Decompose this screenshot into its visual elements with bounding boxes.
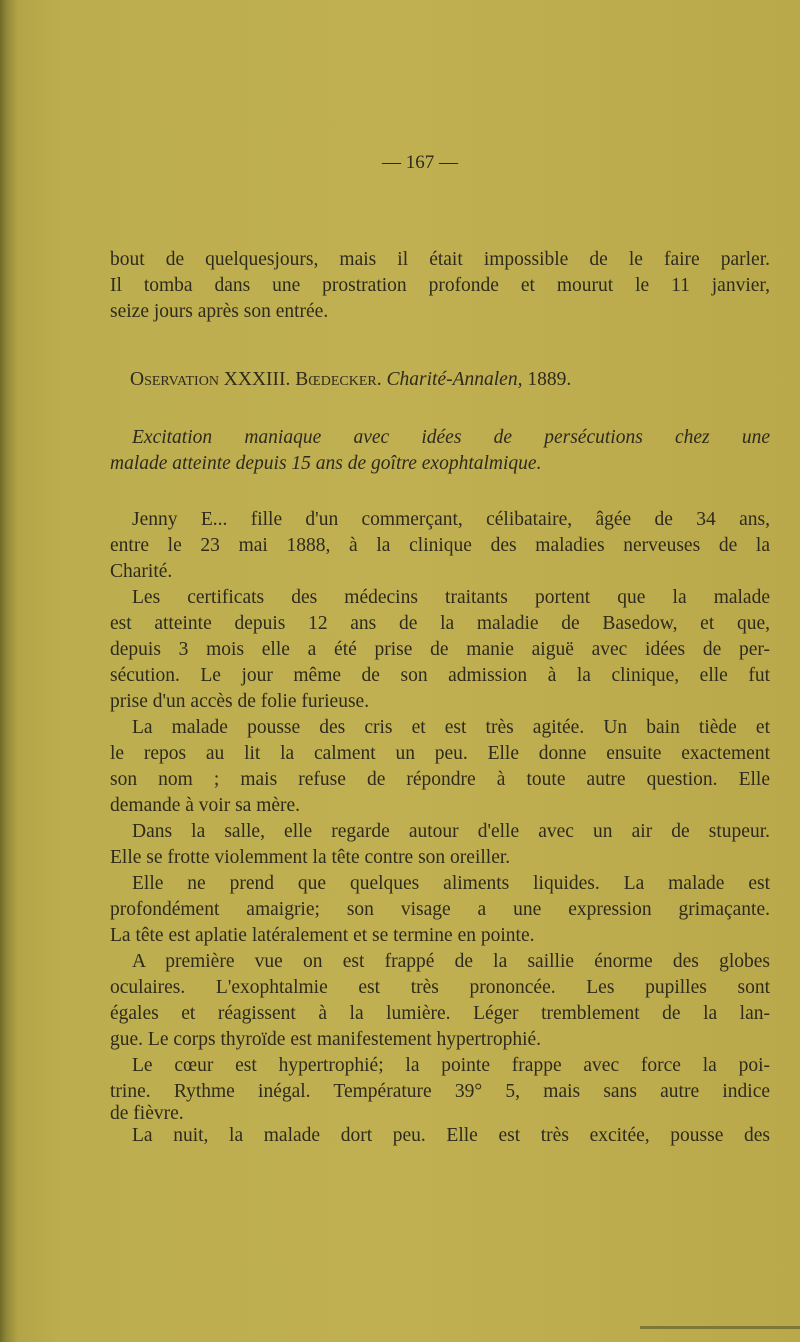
- body-text: [110, 507, 770, 1149]
- text-line: son nom ; mais refuse de répondre à toute autre question. Elle: [110, 769, 770, 790]
- text-line: Jenny E... fille d'un commerçant, célibataire, âgée de 34 ans,: [132, 509, 770, 530]
- observation-label: Oservation XXXIII.: [130, 369, 291, 390]
- text-line: Elle se frotte violemment la tête contre son oreiller.: [110, 847, 511, 868]
- observation-journal: Charité-Annalen,: [386, 369, 523, 390]
- text-line: profondément amaigrie; son visage a une expression grimaçante.: [110, 899, 770, 920]
- text-line: La tête est aplatie latéralement et se termine en pointe.: [110, 925, 535, 946]
- text-line: oculaires. L'exophtalmie est très prononcée. Les pupilles sont: [110, 977, 770, 998]
- text-line: Le cœur est hypertrophié; la pointe frappe avec force la poi-: [132, 1055, 770, 1076]
- text-line: de fièvre.: [110, 1103, 184, 1124]
- text-line: sécution. Le jour même de son admission à la clinique, elle fut: [110, 665, 770, 686]
- text-line: prise d'un accès de folie furieuse.: [110, 691, 370, 712]
- text-line: A première vue on est frappé de la saillie énorme des globes: [132, 951, 770, 972]
- text-line: Elle ne prend que quelques aliments liquides. La malade est: [132, 873, 770, 894]
- text-line: La nuit, la malade dort peu. Elle est très excitée, pousse des: [132, 1125, 770, 1146]
- intro-paragraph: [110, 247, 770, 325]
- text-line: La malade pousse des cris et est très agitée. Un bain tiède et: [132, 717, 770, 738]
- text-line: Il tomba dans une prostration profonde et mourut le 11 janvier,: [110, 275, 770, 296]
- text-line: Charité.: [110, 561, 173, 582]
- text-line: depuis 3 mois elle a été prise de manie aiguë avec idées de per-: [110, 639, 770, 660]
- text-line: demande à voir sa mère.: [110, 795, 301, 816]
- observation-heading: [130, 367, 790, 393]
- text-line: égales et réagissent à la lumière. Léger tremblement de la lan-: [110, 1003, 770, 1024]
- text-line: trine. Rythme inégal. Température 39° 5, mais sans autre indice: [110, 1081, 770, 1102]
- title-line: malade atteinte depuis 15 ans de goître exophtalmique.: [110, 453, 542, 474]
- text-line: gue. Le corps thyroïde est manifestement hypertrophié.: [110, 1029, 542, 1050]
- text-line: Les certificats des médecins traitants portent que la malade: [132, 587, 770, 608]
- observation-title: [110, 425, 770, 477]
- text-line: bout de quelquesjours, mais il était impossible de le faire parler.: [110, 249, 770, 270]
- title-line: Excitation maniaque avec idées de persécutions chez une: [132, 427, 770, 448]
- text-line: est atteinte depuis 12 ans de la maladie de Basedow, et que,: [110, 613, 770, 634]
- observation-author: Bœdecker.: [295, 369, 382, 390]
- page-number: — 167 —: [382, 152, 458, 173]
- text-line: seize jours après son entrée.: [110, 301, 329, 322]
- page-edge-line: [640, 1326, 800, 1329]
- observation-year: 1889.: [527, 369, 572, 390]
- text-line: entre le 23 mai 1888, à la clinique des maladies nerveuses de la: [110, 535, 770, 556]
- text-line: Dans la salle, elle regarde autour d'elle avec un air de stupeur.: [132, 821, 770, 842]
- text-line: le repos au lit la calment un peu. Elle donne ensuite exactement: [110, 743, 770, 764]
